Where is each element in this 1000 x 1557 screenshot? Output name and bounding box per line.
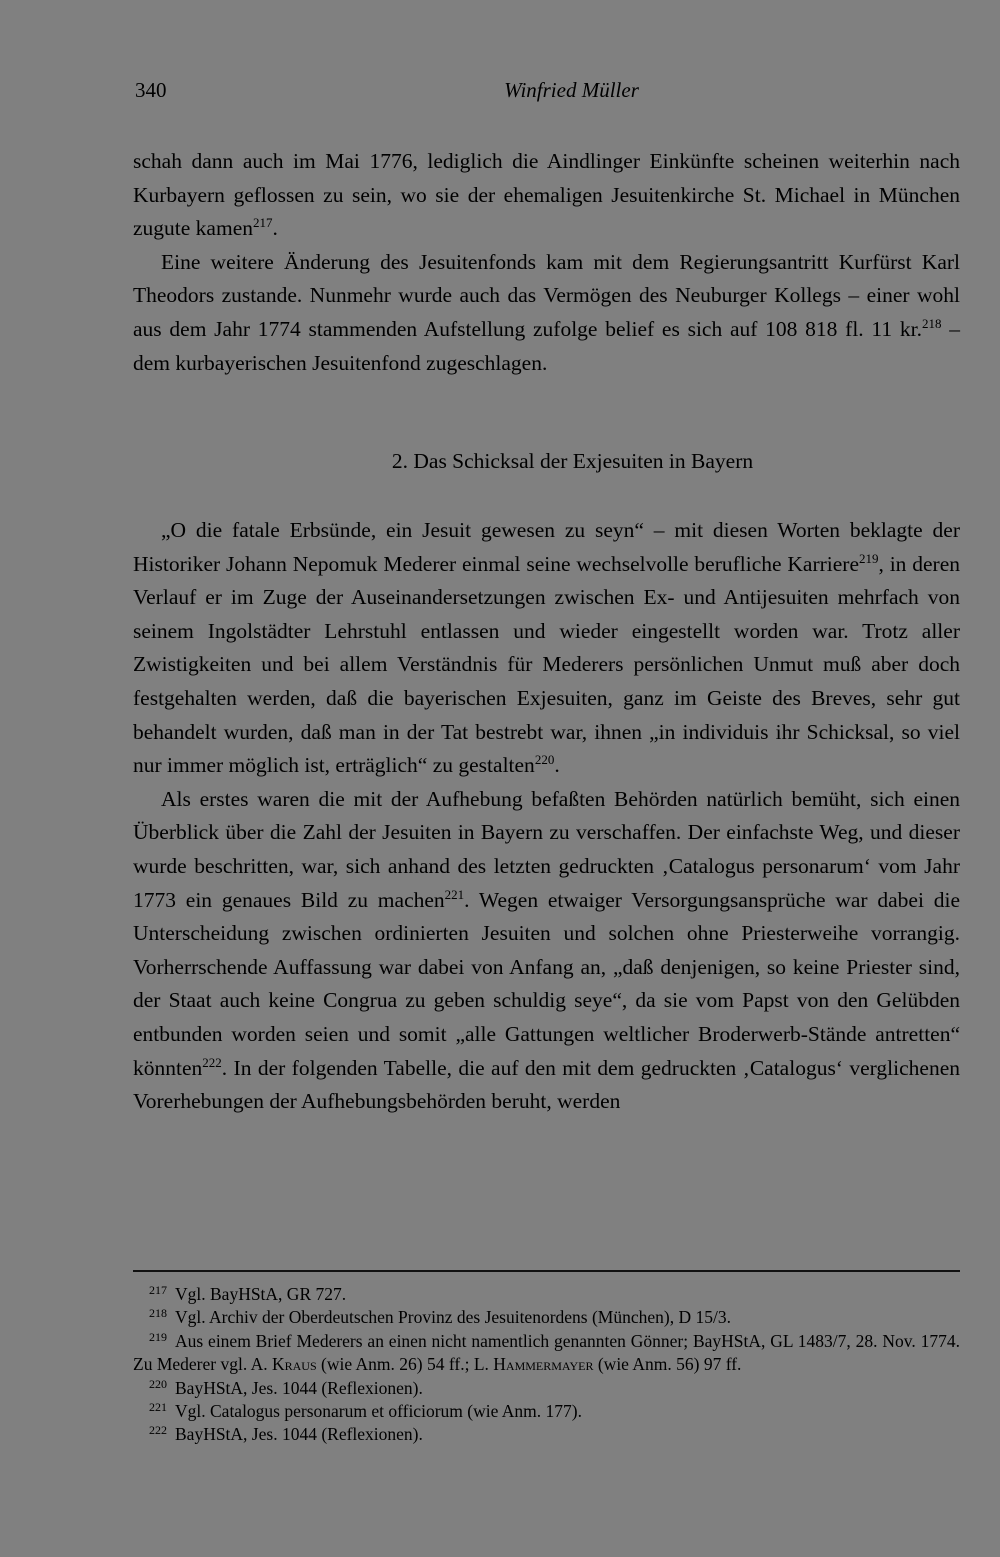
footnote-divider: [133, 1270, 960, 1272]
footnote-ref: 218: [921, 315, 942, 331]
footnote: $^{221}$ Vgl. Catalogus personarum et officiorum (wie Anm. 177).: [149, 1400, 582, 1422]
footnote: $^{220}$ BayHStA, Jes. 1044 (Reflexionen).: [149, 1376, 423, 1398]
footnote-ref: 219: [859, 550, 879, 566]
section-heading: 2. Das Schicksal der Exjesuiten in Bayern: [391, 449, 754, 473]
footnotes: [133, 1283, 960, 1447]
body-text-main: [133, 514, 960, 1119]
footnote: $^{222}$ BayHStA, Jes. 1044 (Reflexionen).: [149, 1423, 423, 1445]
page-number: 340: [135, 78, 167, 102]
footnote-ref: 220: [534, 752, 555, 768]
running-title: Winfried Müller: [504, 78, 639, 102]
footnote: $^{217}$ Vgl. BayHStA, GR 727.: [149, 1283, 347, 1304]
paragraph: Als erstes waren die mit der Aufhebung befaßten Behörden natürlich bemüht, sich einen Überblick über die Zahl der Jesuiten in Bayern zu verschaffen. Der einfachste Weg, und dieser wurde beschritten, war, sich anhand des letzten gedruckten ‚Catalogus personarum‘ vom Jahr 1773 ein genaues Bild zu machen$^{221}$. Wegen etwaiger Versorgungsansprüche war dabei die Unterscheidung zwischen ordinierten Jesuiten und solchen ohne Priesterweihe vorrangig. Vorherrschende Auffassung war dabei von Anfang an, „daß denjenigen, so keine Priester sind, der Staat auch keine Congrua zu geben schuldig seye“, da sie vom Papst von den Gelübden entbunden worden seien und somit „alle Gattungen weltlicher Broderwerb-Stände antretten“ könnten$^{222}$. In der folgenden Tabelle, die auf den mit dem gedruckten ‚Catalogus‘ verglichenen Vorerhebungen der Aufhebungsbehörden beruht, werden: [133, 786, 960, 1114]
footnote: $^{218}$ Vgl. Archiv der Oberdeutschen Provinz des Jesuitenordens (München), D 15/3.: [149, 1306, 731, 1328]
page-header: [133, 78, 960, 110]
paragraph: „O die fatale Erbsünde, ein Jesuit gewesen zu seyn“ – mit diesen Worten beklagte der Historiker Johann Nepomuk Mederer einmal seine wechselvolle berufliche Karriere$^{219}$, in deren Verlauf er im Zuge der Auseinandersetzungen zwischen Ex- und Antijesuiten mehrfach von seinem Ingolstädter Lehrstuhl entlassen und wieder eingestellt worden war. Trotz aller Zwistigkeiten und bei allem Verständnis für Mederers persönlichen Unmut muß aber doch festgehalten werden, daß die bayerischen Exjesuiten, ganz im Geiste des Breves, sehr gut behandelt wurden, daß man in der Tat bestrebt war, ihnen „in individuis ihr Schicksal, so viel nur immer möglich ist, erträglich“ zu gestalten$^{220}$.: [133, 518, 960, 778]
body-text-top: [133, 145, 960, 380]
paragraph: Eine weitere Änderung des Jesuitenfonds kam mit dem Regierungsantritt Kurfürst Karl Theodors zustande. Nunmehr wurde auch das Vermögen des Neuburger Kollegs – einer wohl aus dem Jahr 1774 stammenden Aufstellung zufolge belief es sich auf 108 818 fl. 11 kr.$^{218}$ – dem kurbayerischen Jesuitenfond zugeschlagen.: [133, 249, 960, 375]
footnote: $^{219}$ Aus einem Brief Mederers an einen nicht namentlich genannten Gönner; BayHStA, GL 1483/7, 28. Nov. 1774. Zu Mederer vgl. A. Kraus (wie Anm. 26) 54 ff.; L. Hammermayer (wie Anm. 56) 97 ff.: [133, 1329, 960, 1375]
paragraph: schah dann auch im Mai 1776, lediglich die Aindlinger Einkünfte scheinen weiterhin nach Kurbayern geflossen zu sein, wo sie der ehemaligen Jesuitenkirche St. Michael in München zugute kamen$^{217}$.: [133, 149, 960, 241]
footnote-ref: 217: [253, 215, 273, 231]
footnote-ref: 221: [444, 886, 465, 902]
footnote-ref: 222: [202, 1054, 222, 1070]
